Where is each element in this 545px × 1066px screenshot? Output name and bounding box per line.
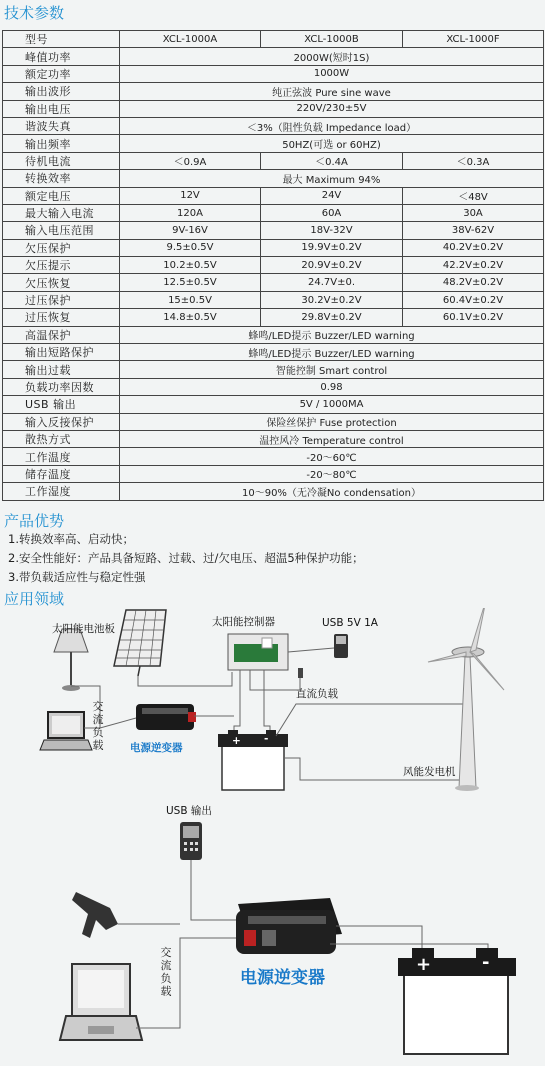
- battery-plus-label-2: +: [416, 954, 432, 975]
- spec-value-cell: 9V-16V: [120, 222, 261, 239]
- spec-label-cell: USB 输出: [3, 396, 120, 413]
- spec-label-cell: 输出短路保护: [3, 344, 120, 361]
- spec-row: [3, 117, 544, 134]
- spec-value-cell: 50HZ(可选 or 60HZ): [120, 135, 544, 152]
- spec-label-cell: 转换效率: [3, 170, 120, 187]
- spec-row: [3, 152, 544, 169]
- spec-row: [3, 309, 544, 326]
- spec-value-cell: 10.2±0.5V: [120, 257, 261, 274]
- ac-load-label: 交流负载: [92, 700, 104, 752]
- spec-label-cell: 欠压恢复: [3, 274, 120, 291]
- spec-row: [3, 100, 544, 117]
- advantage-item: 1.转换效率高、启动快；: [8, 532, 134, 546]
- advantage-item: 2.安全性能好：产品具备短路、过载、过/欠电压、超温5种保护功能；: [8, 551, 364, 565]
- laptop-icon: [40, 712, 92, 750]
- spec-label-cell: 额定功率: [3, 65, 120, 82]
- spec-row: [3, 483, 544, 500]
- inverter-label-2: 电源逆变器: [240, 968, 325, 988]
- spec-label-cell: 输出电压: [3, 100, 120, 117]
- spec-row: [3, 274, 544, 291]
- spec-row: [3, 396, 544, 413]
- spec-value-cell: 10～90%（无冷凝No condensation）: [120, 483, 544, 500]
- inverter-small-icon: [136, 704, 196, 730]
- lamp-icon: [54, 629, 88, 691]
- spec-value-cell: 40.2V±0.2V: [403, 239, 544, 256]
- spec-label-cell: 输出波形: [3, 83, 120, 100]
- spec-label-cell: 型号: [3, 31, 120, 48]
- spec-value-cell: 18V-32V: [261, 222, 403, 239]
- spec-row: [3, 187, 544, 204]
- spec-label-cell: 额定电压: [3, 187, 120, 204]
- spec-header-row: [3, 31, 544, 48]
- spec-row: [3, 430, 544, 447]
- spec-value-cell: -20～80℃: [120, 465, 544, 482]
- spec-value-cell: 30.2V±0.2V: [261, 291, 403, 308]
- spec-label-cell: 工作温度: [3, 448, 120, 465]
- spec-value-cell: 60A: [261, 204, 403, 221]
- spec-value-cell: 30A: [403, 204, 544, 221]
- spec-value-cell: 24V: [261, 187, 403, 204]
- spec-label-cell: 负载功率因数: [3, 378, 120, 395]
- spec-label-cell: 欠压保护: [3, 239, 120, 256]
- spec-label-cell: 输入反接保护: [3, 413, 120, 430]
- spec-value-cell: 2000W(短时1S): [120, 48, 544, 65]
- battery-minus-label-2: -: [482, 952, 490, 973]
- spec-label-cell: 过压恢复: [3, 309, 120, 326]
- solar-panel-label: 太阳能电池板: [52, 623, 115, 635]
- spec-value-cell: 42.2V±0.2V: [403, 257, 544, 274]
- spec-value-cell: 220V/230±5V: [120, 100, 544, 117]
- spec-value-cell: 24.7V±0.: [261, 274, 403, 291]
- spec-label-cell: 输出频率: [3, 135, 120, 152]
- spec-value-cell: 48.2V±0.2V: [403, 274, 544, 291]
- spec-value-cell: 60.1V±0.2V: [403, 309, 544, 326]
- controller-label: 太阳能控制器: [212, 616, 275, 628]
- spec-value-cell: 温控风冷 Temperature control: [120, 430, 544, 447]
- application-diagram: [0, 608, 545, 1066]
- laptop-large-icon: [60, 964, 142, 1040]
- drill-icon: [72, 892, 118, 938]
- spec-label-cell: 散热方式: [3, 430, 120, 447]
- plug-icon: [298, 668, 303, 678]
- spec-value-cell: 最大 Maximum 94%: [120, 170, 544, 187]
- spec-value-cell: 60.4V±0.2V: [403, 291, 544, 308]
- spec-value-cell: ＜0.3A: [403, 152, 544, 169]
- inverter-large-icon: [236, 898, 342, 954]
- solar-controller-icon: [228, 634, 288, 670]
- spec-label-cell: 高温保护: [3, 326, 120, 343]
- spec-row: [3, 344, 544, 361]
- spec-row: [3, 48, 544, 65]
- spec-value-cell: 15±0.5V: [120, 291, 261, 308]
- phone-large-icon: [180, 822, 202, 860]
- spec-label-cell: 待机电流: [3, 152, 120, 169]
- spec-row: [3, 448, 544, 465]
- application-section-title: 应用领域: [4, 590, 65, 608]
- spec-row: [3, 326, 544, 343]
- spec-row: [3, 413, 544, 430]
- specs-section-title: 技术参数: [4, 4, 65, 22]
- spec-label-cell: 过压保护: [3, 291, 120, 308]
- battery-minus-label: -: [264, 733, 269, 745]
- spec-row: [3, 83, 544, 100]
- spec-label-cell: 欠压提示: [3, 257, 120, 274]
- spec-label-cell: 最大输入电流: [3, 204, 120, 221]
- spec-row: [3, 135, 544, 152]
- battery-plus-label: +: [232, 735, 241, 747]
- spec-value-cell: 29.8V±0.2V: [261, 309, 403, 326]
- spec-value-cell: 纯正弦波 Pure sine wave: [120, 83, 544, 100]
- spec-label-cell: 输出过载: [3, 361, 120, 378]
- spec-value-cell: ＜3%（阻性负载 Impedance load）: [120, 117, 544, 134]
- spec-label-cell: 峰值功率: [3, 48, 120, 65]
- inverter-label: 电源逆变器: [130, 742, 183, 754]
- spec-value-cell: -20～60℃: [120, 448, 544, 465]
- spec-value-cell: 智能控制 Smart control: [120, 361, 544, 378]
- spec-value-cell: XCL-1000F: [403, 31, 544, 48]
- spec-value-cell: 19.9V±0.2V: [261, 239, 403, 256]
- advantage-item: 3.带负载适应性与稳定性强: [8, 570, 146, 584]
- spec-value-cell: 蜂鸣/LED提示 Buzzer/LED warning: [120, 344, 544, 361]
- solar-panel-icon: [114, 610, 166, 676]
- spec-value-cell: XCL-1000B: [261, 31, 403, 48]
- ac-load-label-2: 交流负载: [160, 946, 172, 998]
- spec-value-cell: ＜0.9A: [120, 152, 261, 169]
- spec-row: [3, 257, 544, 274]
- spec-row: [3, 204, 544, 221]
- wind-turbine-label: 风能发电机: [403, 766, 456, 778]
- advantages-section-title: 产品优势: [4, 512, 65, 530]
- spec-value-cell: 12V: [120, 187, 261, 204]
- spec-value-cell: ＜0.4A: [261, 152, 403, 169]
- spec-row: [3, 170, 544, 187]
- spec-value-cell: 120A: [120, 204, 261, 221]
- spec-value-cell: 蜂鸣/LED提示 Buzzer/LED warning: [120, 326, 544, 343]
- spec-row: [3, 378, 544, 395]
- dc-load-label: 直流负载: [296, 688, 338, 700]
- spec-row: [3, 222, 544, 239]
- phone-icon: [334, 634, 348, 658]
- spec-value-cell: 12.5±0.5V: [120, 274, 261, 291]
- spec-value-cell: 1000W: [120, 65, 544, 82]
- spec-value-cell: 0.98: [120, 378, 544, 395]
- spec-label-cell: 输入电压范围: [3, 222, 120, 239]
- spec-label-cell: 谐波失真: [3, 117, 120, 134]
- spec-row: [3, 291, 544, 308]
- spec-row: [3, 239, 544, 256]
- spec-row: [3, 465, 544, 482]
- spec-label-cell: 工作湿度: [3, 483, 120, 500]
- spec-value-cell: 38V-62V: [403, 222, 544, 239]
- spec-value-cell: 保险丝保护 Fuse protection: [120, 413, 544, 430]
- spec-value-cell: 9.5±0.5V: [120, 239, 261, 256]
- usb-label: USB 5V 1A: [322, 617, 378, 629]
- spec-row: [3, 65, 544, 82]
- spec-value-cell: 20.9V±0.2V: [261, 257, 403, 274]
- spec-label-cell: 储存温度: [3, 465, 120, 482]
- spec-value-cell: XCL-1000A: [120, 31, 261, 48]
- spec-value-cell: 5V / 1000MA: [120, 396, 544, 413]
- usb-output-label: USB 输出: [166, 805, 212, 817]
- spec-value-cell: 14.8±0.5V: [120, 309, 261, 326]
- spec-value-cell: ＜48V: [403, 187, 544, 204]
- battery-small-icon: [218, 730, 288, 790]
- spec-row: [3, 361, 544, 378]
- spec-table: [2, 30, 544, 501]
